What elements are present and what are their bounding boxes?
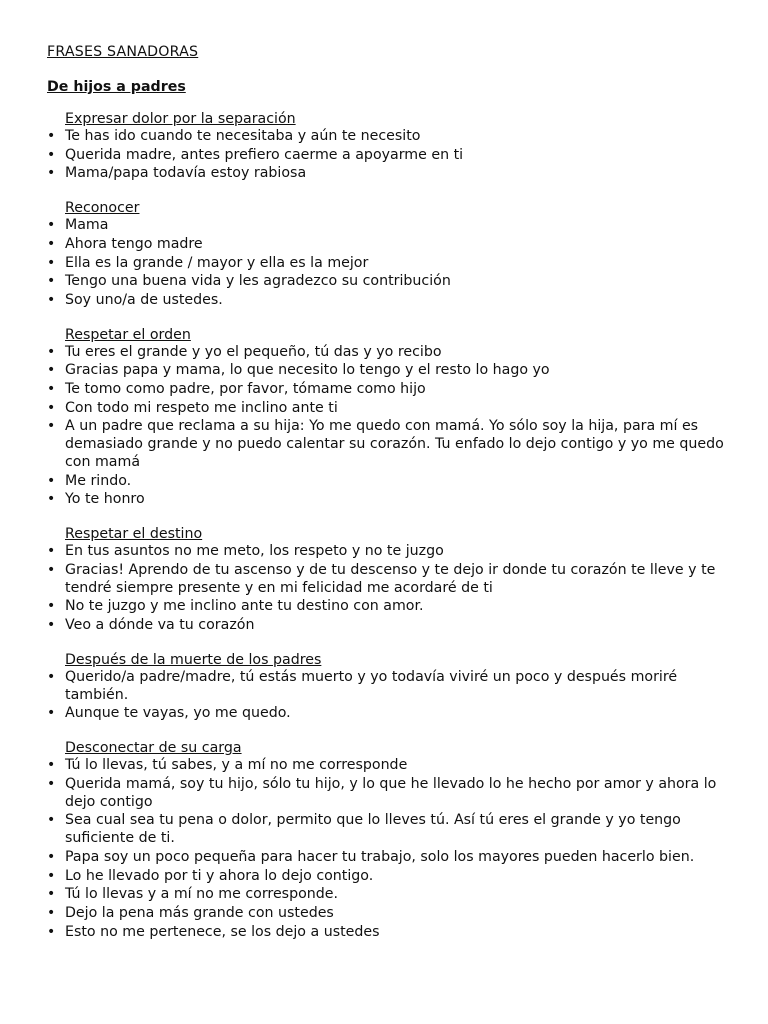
- bullet-list: [47, 757, 737, 941]
- list-item: • Ella es la grande / mayor y ella es la mejor: [47, 255, 737, 273]
- list-item: • Gracias papa y mama, lo que necesito lo tengo y el resto lo hago yo: [47, 362, 737, 380]
- list-item: • Querida mamá, soy tu hijo, sólo tu hijo, y lo que he llevado lo he hecho por amor y ahora lo dejo contigo: [47, 776, 737, 812]
- bullet-list: [47, 344, 737, 510]
- section-respetar-orden: [47, 326, 737, 510]
- section-heading: Respetar el orden: [65, 326, 191, 343]
- list-item: • Papa soy un poco pequeña para hacer tu trabajo, solo los mayores pueden hacerlo bien.: [47, 849, 737, 867]
- list-item: • Tú lo llevas y a mí no me corresponde.: [47, 886, 737, 904]
- list-item: • A un padre que reclama a su hija: Yo me quedo con mamá. Yo sólo soy la hija, para mí es demasiado grande y no puedo calentar su corazón. Tu enfado lo dejo contigo y yo me quedo con mamá: [47, 418, 737, 471]
- list-item: • Sea cual sea tu pena o dolor, permito que lo lleves tú. Así tú eres el grande y yo tengo suficiente de ti.: [47, 812, 737, 848]
- list-item: • Mama/papa todavía estoy rabiosa: [47, 165, 737, 183]
- section-heading: Expresar dolor por la separación: [65, 111, 296, 127]
- list-item: • Te has ido cuando te necesitaba y aún te necesito: [47, 128, 737, 146]
- section-despues-muerte: [47, 651, 737, 723]
- list-item: • Con todo mi respeto me inclino ante ti: [47, 400, 737, 418]
- document-page: [47, 43, 737, 957]
- document-subtitle: De hijos a padres: [47, 79, 186, 95]
- bullet-list: [47, 217, 737, 310]
- list-item: • Tengo una buena vida y les agradezco su contribución: [47, 273, 737, 291]
- list-item: • Te tomo como padre, por favor, tómame como hijo: [47, 381, 737, 399]
- section-desconectar-carga: [47, 739, 737, 941]
- section-respetar-destino: [47, 525, 737, 635]
- list-item: • Veo a dónde va tu corazón: [47, 617, 737, 635]
- list-item: • Gracias! Aprendo de tu ascenso y de tu descenso y te dejo ir donde tu corazón te lleve y te tendré siempre presente y en mi felicidad me acordaré de ti: [47, 562, 737, 598]
- list-item: • Mama: [47, 217, 737, 235]
- list-item: • Soy uno/a de ustedes.: [47, 292, 737, 310]
- list-item: • Dejo la pena más grande con ustedes: [47, 905, 737, 923]
- list-item: • Esto no me pertenece, se los dejo a ustedes: [47, 924, 737, 942]
- bullet-list: [47, 669, 737, 723]
- section-reconocer: [47, 199, 737, 310]
- list-item: • Me rindo.: [47, 473, 737, 491]
- list-item: • Querido/a padre/madre, tú estás muerto y yo todavía viviré un poco y después moriré también.: [47, 669, 737, 705]
- list-item: • Ahora tengo madre: [47, 236, 737, 254]
- list-item: • Aunque te vayas, yo me quedo.: [47, 705, 737, 723]
- bullet-list: [47, 543, 737, 635]
- section-heading: Respetar el destino: [65, 526, 203, 543]
- list-item: • Yo te honro: [47, 491, 737, 509]
- section-heading: Después de la muerte de los padres: [65, 651, 322, 668]
- list-item: • En tus asuntos no me meto, los respeto y no te juzgo: [47, 543, 737, 561]
- list-item: • Tu eres el grande y yo el pequeño, tú das y yo recibo: [47, 344, 737, 362]
- list-item: • Lo he llevado por ti y ahora lo dejo contigo.: [47, 868, 737, 886]
- list-item: • No te juzgo y me inclino ante tu destino con amor.: [47, 598, 737, 616]
- section-expresar-dolor: [47, 110, 737, 183]
- section-heading: Desconectar de su carga: [65, 740, 242, 757]
- list-item: • Tú lo llevas, tú sabes, y a mí no me corresponde: [47, 757, 737, 775]
- document-title: FRASES SANADORAS: [47, 44, 199, 60]
- bullet-list: [47, 128, 737, 183]
- list-item: • Querida madre, antes prefiero caerme a apoyarme en ti: [47, 147, 737, 165]
- section-heading: Reconocer: [65, 200, 140, 217]
